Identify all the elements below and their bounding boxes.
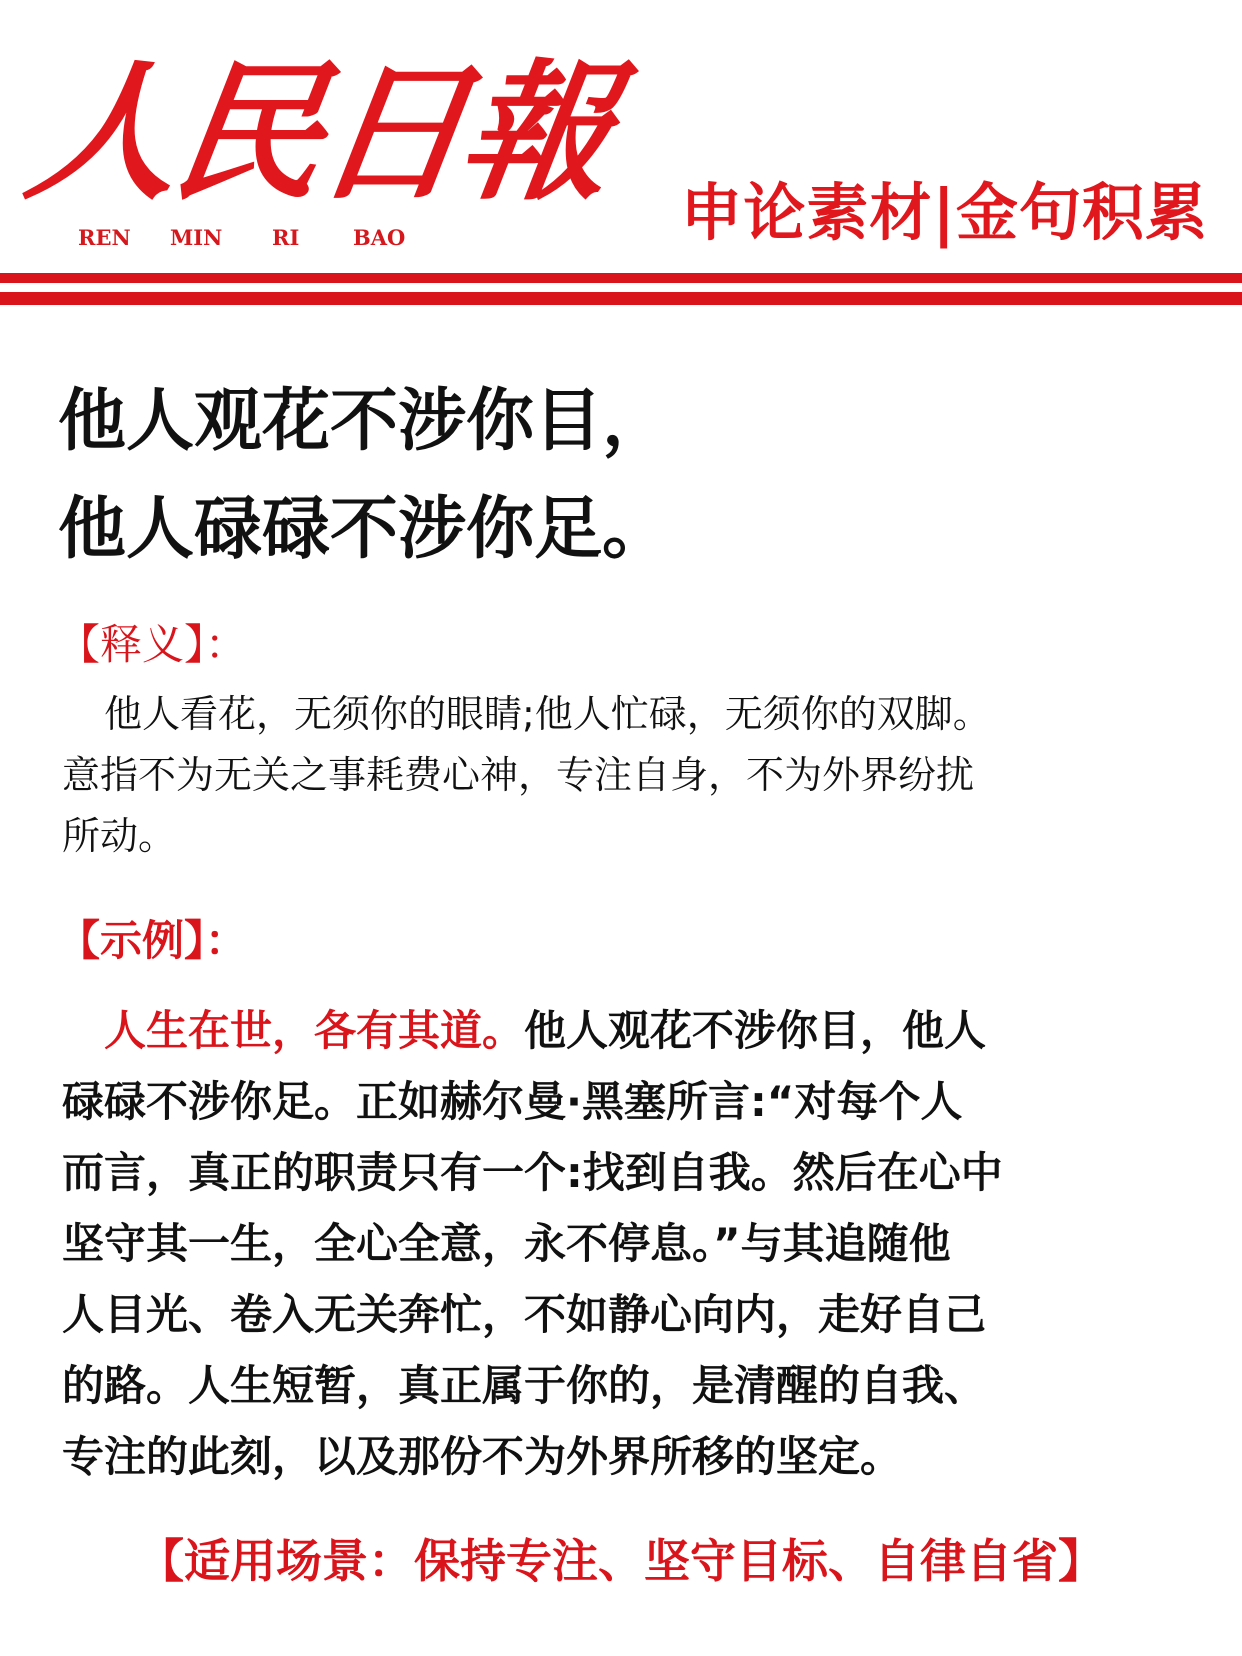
logo-pinyin [50, 225, 450, 255]
logo-pinyin-min: MIN [170, 225, 223, 250]
example-line: 人目光、卷入无关奔忙，不如静心向内，走好自己 [62, 1290, 987, 1339]
logo-text: 人民日報 [17, 45, 619, 221]
header-tag: 申论素材|金句积累 [680, 176, 1208, 249]
example-label: 【示例】： [58, 916, 248, 965]
example-line: 的路。人生短暂，真正属于你的，是清醒的自我、 [62, 1361, 987, 1410]
example-line: 碌碌不涉你足。正如赫尔曼·黑塞所言:“对每个人 [62, 1077, 963, 1126]
example-line [62, 995, 1182, 1066]
meaning-label: 【释义】： [58, 620, 248, 669]
meaning-line: 所动。 [62, 814, 177, 858]
meaning-paragraph [62, 684, 1182, 867]
example-highlight: 人生在世，各有其道。 [104, 1006, 525, 1055]
title-line-1: 他人观花不涉你目， [58, 382, 671, 461]
logo-pinyin-bao: BAO [353, 225, 406, 250]
usage-scene: 【适用场景：保持专注、坚守目标、自律自省】 [138, 1534, 1104, 1588]
quote-title [58, 368, 1198, 584]
example-paragraph [62, 995, 1182, 1492]
example-line: 专注的此刻，以及那份不为外界所移的坚定。 [62, 1432, 903, 1481]
example-line: 而言，真正的职责只有一个:找到自我。然后在心中 [62, 1148, 1003, 1197]
header-rule-thick [0, 292, 1242, 305]
logo-pinyin-ri: RI [272, 225, 300, 250]
header-rule-thin [0, 273, 1242, 283]
title-line-2: 他人碌碌不涉你足。 [58, 490, 671, 569]
example-line-rest: 他人观花不涉你目，他人 [524, 1006, 987, 1055]
example-line: 坚守其一生，全心全意，永不停息。”与其追随他 [62, 1219, 951, 1268]
logo-pinyin-ren: REN [78, 225, 131, 250]
meaning-line: 他人看花，无须你的眼睛;他人忙碌，无须你的双脚。 [104, 692, 991, 736]
header [0, 0, 1242, 320]
newspaper-logo [17, 38, 619, 228]
meaning-line: 意指不为无关之事耗费心神，专注自身，不为外界纷扰 [62, 753, 975, 797]
